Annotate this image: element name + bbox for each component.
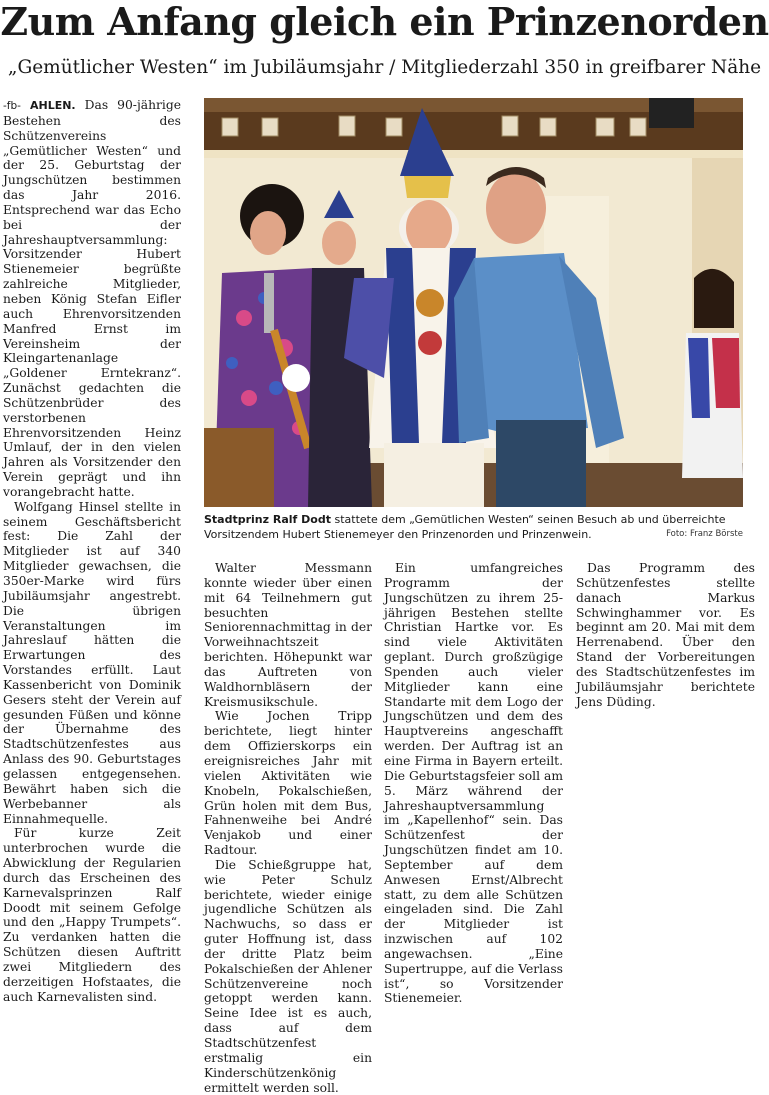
body-paragraph: Wolfgang Hinsel stellte in seinem Geschäftsbericht fest: Die Zahl der Mitglieder ist auf 340 Mitglieder gewachsen, die 350er-Marke wird fürs Jubiläumsjahr angestrebt. Die übrigen Veranstaltungen im Jahreslauf hätten die Erwartungen des Vorstandes erfüllt. Laut Kassenbericht von Dominik Gesers steht der Verein auf gesunden Füßen und könne der Übernahme des Stadtschützenfestes aus Anlass des 90. Geburtstages gelassen entgegensehen. Bewährt haben sich die Werbebanner als Einnahmequelle. xyxy=(3,499,181,826)
article-column-1 xyxy=(3,98,181,1004)
body-paragraph: Für kurze Zeit unterbrochen wurde die Abwicklung der Regularien durch das Erscheinen des Karnevalsprinzen Ralf Doodt mit seinem Gefolge und den „Happy Trumpets“. Zu verdanken hatten die Schützen diesen Auftritt zwei Mitgliedern des derzeitigen Hofstaates, die auch Karnevalisten sind. xyxy=(3,826,181,1004)
article-column-2 xyxy=(204,561,372,1095)
dateline: AHLEN. xyxy=(29,99,76,112)
caption-text: stattete dem „Gemütlichen Westen“ seinen Besuch ab und überreichte Vorsitzendem Hubert Stienemeyer den Prinzenorden und Prinzenwein. xyxy=(204,513,726,541)
photo-credit: Foto: Franz Börste xyxy=(666,529,743,539)
article-column-4 xyxy=(576,561,755,901)
headline: Zum Anfang gleich ein Prinzenorden xyxy=(0,0,769,44)
body-paragraph: Ein umfangreiches Programm der Jungschützen zu ihrem 25-jährigen Bestehen stellte Christian Hartke vor. Es sind viele Aktivitäten geplant. Durch großzügige Spenden auch vieler Mitglieder kann eine Standarte mit dem Logo der Jungschützen und dem des Hauptvereins angeschafft werden. Der Auftrag ist an eine Firma in Bayern erteilt. Die Geburtstagsfeier soll am 5. März während der Jahreshauptversammlung im „Kapellenhof“ sein. Das Schützenfest der Jungschützen findet am 10. September auf dem Anwesen Ernst/Albrecht statt, zu dem alle Schützen eingeladen sind. Die Zahl der Mitglieder ist inzwischen auf 102 angewachsen. „Eine Supertruppe, auf die Verlass ist“, so Vorsitzender Stienemeier. xyxy=(384,561,563,1006)
subheadline: „Gemütlicher Westen“ im Jubiläumsjahr / Mitgliederzahl 350 in greifbarer Nähe xyxy=(7,57,762,78)
author-kicker: -fb- xyxy=(3,100,21,112)
body-paragraph: Wie Jochen Tripp berichtete, liegt hinter dem Offizierskorps ein ereignisreiches Jahr mit vielen Aktivitäten wie Knobeln, Pokalschießen, Grün holen mit dem Bus, Fahnenweihe bei André Venjakob und einer Radtour. xyxy=(204,709,372,858)
body-paragraph: Walter Messmann konnte wieder über einen mit 64 Teilnehmern gut besuchten Seniorennachmittag in der Vorweihnachtszeit berichten. Höhepunkt war das Auftreten von Waldhornbläsern der Kreismusikschule. xyxy=(204,561,372,709)
photo-caption xyxy=(204,512,744,542)
article-photo xyxy=(204,98,743,507)
lead-text: Das 90-jährige Bestehen des Schützenvereins „Gemütlicher Westen“ und der 25. Geburtstag der Jungschützen bestimmen das Jahr 2016. Entsprechend war das Echo bei der Jahreshauptversammlung: Vorsitzender Hubert Stienemeier begrüßte zahlreiche Mitglieder, neben König Stefan Eifler auch Ehrenvorsitzenden Manfred Ernst im Vereinsheim der Kleingartenanlage „Goldener Erntekranz“. Zunächst gedachten die Schützenbrüder des verstorbenen Ehrenvorsitzenden Heinz Umlauf, der in den vielen Jahren als Vorsitzender den Verein geprägt und ihn vorangebracht hatte. xyxy=(3,98,181,499)
article-column-3 xyxy=(384,561,563,1006)
caption-name: Stadtprinz Ralf Dodt xyxy=(204,513,331,526)
lead-paragraph xyxy=(3,98,181,500)
body-paragraph: Das Programm des Schützenfestes stellte danach Markus Schwinghammer vor. Es beginnt am 20. Mai mit dem Herrenabend. Über den Stand der Vorbereitungen des Stadtschützenfestes im Jubiläumsjahr berichtete Jens Düding. xyxy=(576,561,755,709)
body-paragraph: Die Schießgruppe hat, wie Peter Schulz berichtete, wieder einige jugendliche Schützen als Nachwuchs, so dass er guter Hoffnung ist, dass der dritte Platz beim Pokalschießen der Ahlener Schützenvereine noch getoppt werden kann. Seine Idee ist es auch, dass auf dem Stadtschützenfest erstmalig ein Kinderschützenkönig ermittelt werden soll. xyxy=(204,857,372,1095)
